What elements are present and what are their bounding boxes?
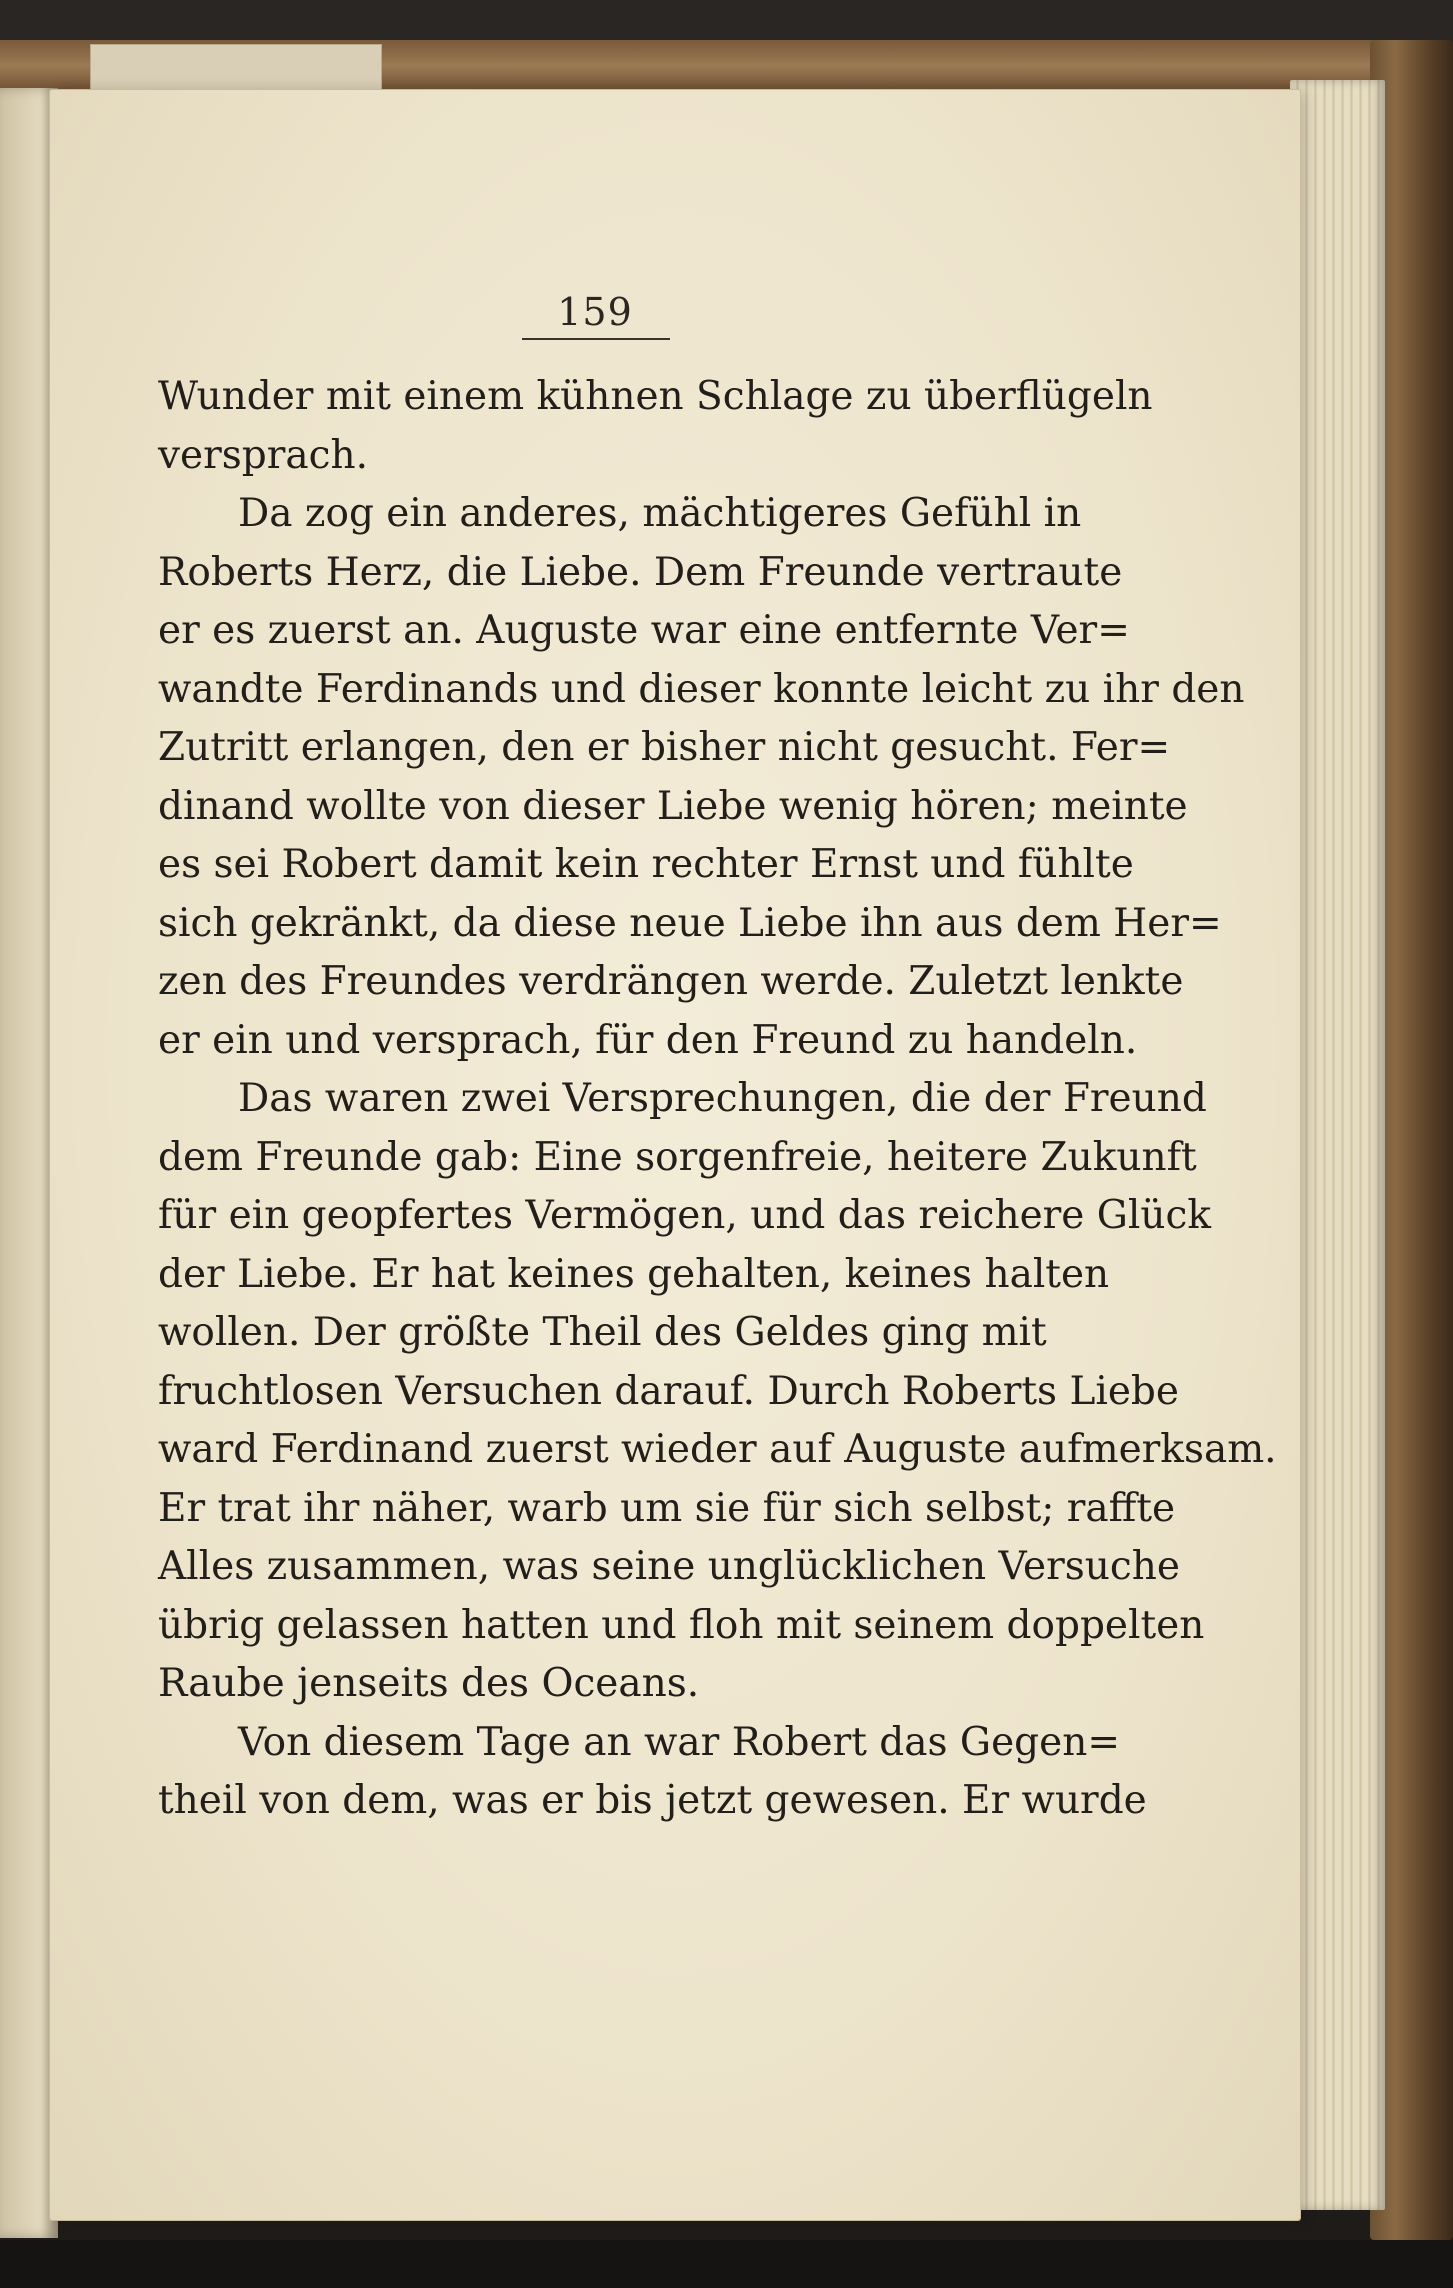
text-line: Er trat ihr näher, warb um sie für sich selbst; raffte — [158, 1485, 1176, 1531]
text-line: theil von dem, was er bis jetzt gewesen. Er wurde — [158, 1778, 1147, 1823]
text-line: Das waren zwei Versprechungen, die der Freund — [238, 1076, 1207, 1121]
text-line: Roberts Herz, die Liebe. Dem Freunde vertraute — [158, 549, 1123, 595]
text-line: dem Freunde gab: Eine sorgenfreie, heitere Zukunft — [158, 1134, 1197, 1180]
text-line: Da zog ein anderes, mächtigeres Gefühl in — [238, 491, 1082, 536]
text-line: wandte Ferdinands und dieser konnte leicht zu ihr den — [158, 666, 1245, 712]
page-number-rule — [522, 338, 670, 340]
text-line: er es zuerst an. Auguste war eine entfernte Ver= — [158, 608, 1130, 653]
text-line: Raube jenseits des Oceans. — [158, 1661, 700, 1706]
text-line: Wunder mit einem kühnen Schlage zu überflügeln — [158, 374, 1153, 419]
text-line: ward Ferdinand zuerst wieder auf Auguste aufmerksam. — [158, 1427, 1277, 1472]
text-line: sich gekränkt, da diese neue Liebe ihn aus dem Her= — [158, 900, 1222, 946]
page-number: 159 — [557, 290, 633, 334]
page-edges — [1290, 80, 1385, 2210]
background-bottom — [0, 2240, 1453, 2288]
body-text — [158, 368, 1277, 1831]
repair-tape — [90, 44, 382, 90]
text-line: wollen. Der größte Theil des Geldes ging mit — [158, 1310, 1047, 1355]
text-line: Zutritt erlangen, den er bisher nicht gesucht. Fer= — [158, 725, 1171, 770]
text-line: es sei Robert damit kein rechter Ernst und fühlte — [158, 842, 1134, 887]
text-line: Von diesem Tage an war Robert das Gegen= — [238, 1719, 1120, 1765]
text-line: dinand wollte von dieser Liebe wenig hören; meinte — [158, 783, 1188, 829]
text-line: fruchtlosen Versuchen darauf. Durch Roberts Liebe — [158, 1368, 1179, 1414]
text-line: für ein geopfertes Vermögen, und das reichere Glück — [158, 1193, 1211, 1238]
text-line: er ein und versprach, für den Freund zu handeln. — [158, 1017, 1138, 1063]
text-line: zen des Freundes verdrängen werde. Zuletzt lenkte — [158, 959, 1184, 1004]
text-line: versprach. — [158, 432, 368, 478]
text-line: Alles zusammen, was seine unglücklichen Versuche — [158, 1544, 1180, 1589]
text-line: übrig gelassen hatten und floh mit seinem doppelten — [158, 1602, 1205, 1648]
text-line: der Liebe. Er hat keines gehalten, keines halten — [158, 1251, 1110, 1297]
